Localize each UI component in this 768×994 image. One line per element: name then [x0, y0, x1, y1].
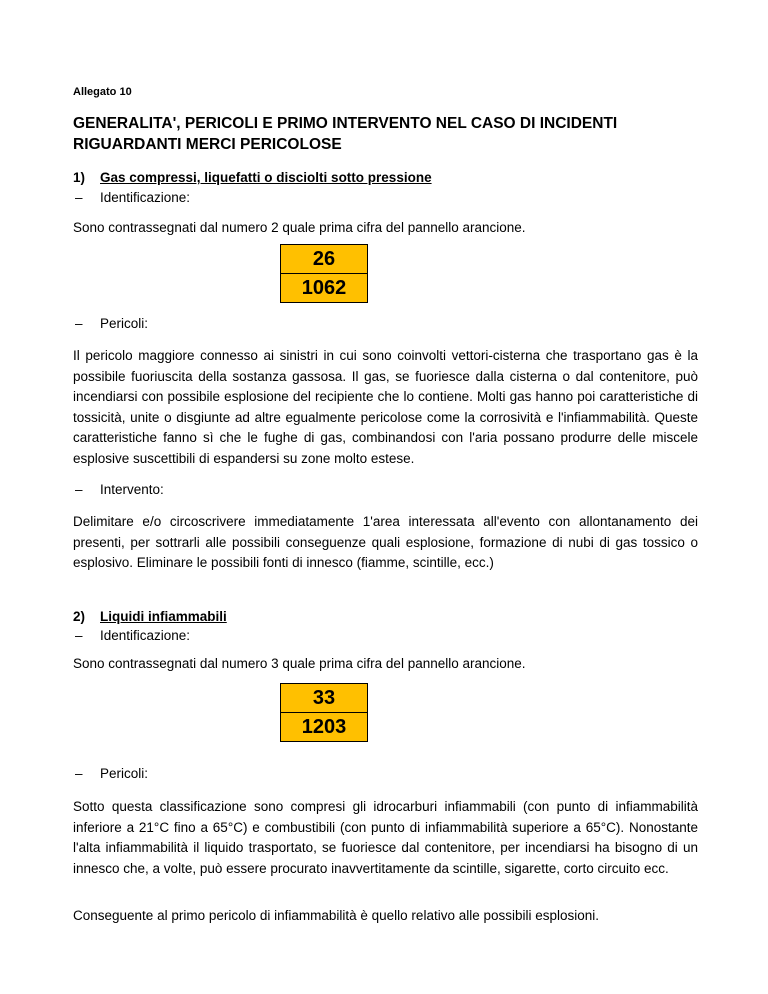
section-2-consequence-text: Conseguente al primo pericolo di infiammabilità è quello relativo alle possibili esplosioni. [73, 908, 600, 923]
identification-label: Identificazione: [100, 190, 191, 205]
hazard-number: 26 [281, 245, 367, 274]
section-2-identification-item [73, 628, 190, 643]
section-1-identification-text: Sono contrassegnati dal numero 2 quale prima cifra del pannello arancione. [73, 220, 526, 235]
dash-bullet: – [75, 316, 83, 331]
section-1-intervention-text: Delimitare e/o circoscrivere immediatamente 1'area interessata all'evento con allontanamento dei presenti, per sottrarli alle possibili conseguenze quali esplosione, formazione di nubi di gas tossico o esplosivo. Eliminare le possibili fonti di innesco (fiamme, scintille, ecc.) [73, 514, 698, 570]
un-number: 1062 [301, 277, 347, 299]
section-2-identification-text: Sono contrassegnati dal numero 3 quale prima cifra del pannello arancione. [73, 656, 526, 671]
section-2-orange-panel [280, 683, 368, 742]
hazard-number: 33 [281, 684, 367, 713]
section-1-identification-item [73, 190, 190, 205]
un-number: 1203 [301, 716, 347, 738]
section-1-intervention-item [73, 482, 164, 497]
identification-label: Identificazione: [100, 628, 191, 643]
section-1-dangers-text: Il pericolo maggiore connesso ai sinistri in cui sono coinvolti vettori-cisterna che trasportano gas è la possibile fuoriuscita della sostanza gassosa. Il gas, se fuoriesce dalla cisterna o dal contenitore, può incendiarsi con possibile esplosione del recipiente che lo contiene. Molti gas hanno poi caratteristiche di tossicità, unite o disgiunte ad altre egualmente pericolose come la corrosività e l'infiammabilità. Queste caratteristiche fanno sì che le fughe di gas, combinandosi con l'aria possano produrre delle miscele esplosive suscettibili di espandersi su zone molto estese. [73, 348, 698, 466]
section-2-title: Liquidi infiammabili [100, 609, 227, 624]
dash-bullet: – [75, 766, 83, 781]
dash-bullet: – [75, 190, 83, 205]
document-title: GENERALITA', PERICOLI E PRIMO INTERVENTO NEL CASO DI INCIDENTI RIGUARDANTI MERCI PERICOLOSE [73, 115, 618, 153]
section-1-title: Gas compressi, liquefatti o disciolti sotto pressione [100, 170, 432, 185]
annex-label: Allegato 10 [73, 86, 132, 98]
intervention-label: Intervento: [100, 482, 164, 497]
section-2-number: 2) [73, 609, 86, 624]
section-1-heading [73, 170, 432, 185]
dash-bullet: – [75, 628, 83, 643]
section-2-dangers-text: Sotto questa classificazione sono compresi gli idrocarburi infiammabili (con punto di infiammabilità inferiore a 21°C fino a 65°C) e combustibili (con punto di infiammabilità superiore a 65°C). Nonostante l'alta infiammabilità il liquido trasportato, se fuoriesce dal contenitore, per incendiarsi ha bisogno di un innesco che, a volte, può essere procurato inavvertitamente da scintille, sigarette, corto circuito ecc. [73, 799, 698, 876]
section-1-number: 1) [73, 170, 86, 185]
section-2-dangers-item [73, 766, 148, 781]
dangers-label: Pericoli: [100, 316, 149, 331]
section-1-orange-panel [280, 244, 368, 303]
dangers-label: Pericoli: [100, 766, 149, 781]
section-1-dangers-item [73, 316, 148, 331]
dash-bullet: – [75, 482, 83, 497]
section-2-heading [73, 609, 227, 624]
